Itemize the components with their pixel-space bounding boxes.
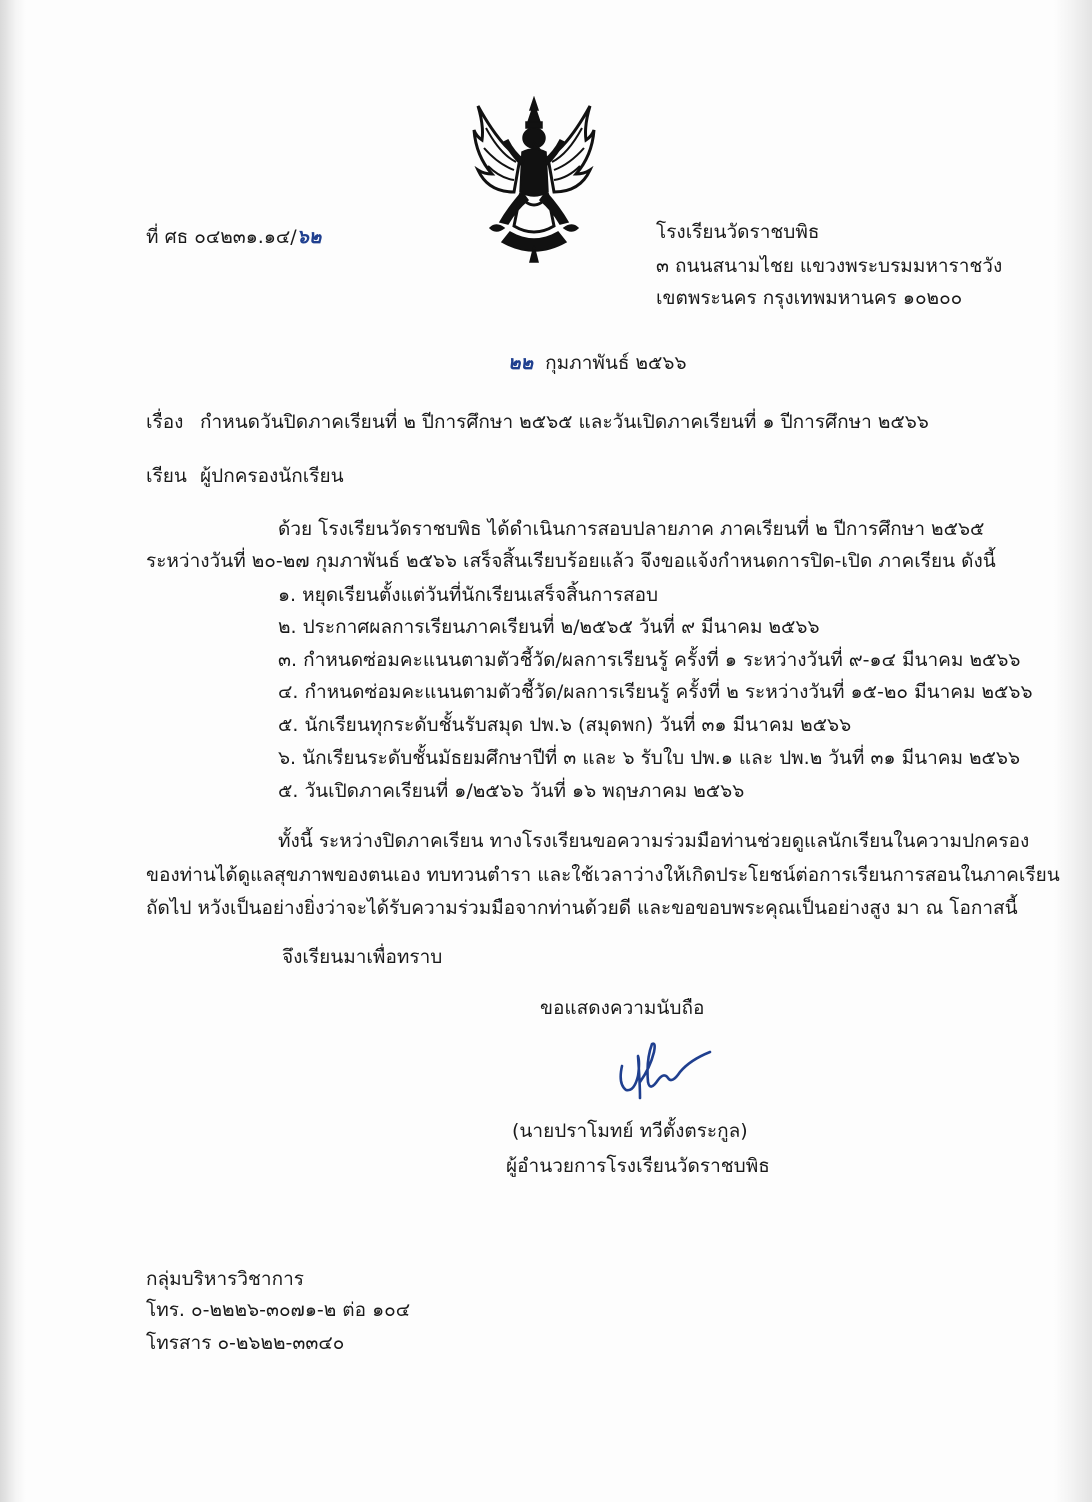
garuda-emblem-icon bbox=[470, 96, 598, 264]
intro-line-1: ด้วย โรงเรียนวัดราชบพิธ ได้ดำเนินการสอบปลายภาค ภาคเรียนที่ ๒ ปีการศึกษา ๒๕๖๕ bbox=[278, 518, 985, 540]
letter-date bbox=[508, 350, 687, 376]
regards: ขอแสดงความนับถือ bbox=[540, 997, 705, 1019]
address-line-2: เขตพระนคร กรุงเทพมหานคร ๑๐๒๐๐ bbox=[656, 287, 963, 309]
signatory-name: (นายปราโมทย์ ทวีตั้งตระกูล) bbox=[512, 1120, 748, 1142]
list-item: ๖. นักเรียนระดับชั้นมัธยมศึกษาปีที่ ๓ และ ๖ รับใบ ปพ.๑ และ ปพ.๒ วันที่ ๓๑ มีนาคม ๒๕๖๖ bbox=[278, 747, 1021, 769]
address-line-1: ๓ ถนนสนามไชย แขวงพระบรมมหาราชวัง bbox=[656, 255, 1003, 277]
footer-phone: โทร. ๐-๒๒๒๖-๓๐๗๑-๒ ต่อ ๑๐๔ bbox=[146, 1299, 411, 1321]
list-item: ๕. วันเปิดภาคเรียนที่ ๑/๒๕๖๖ วันที่ ๑๖ พฤษภาคม ๒๕๖๖ bbox=[278, 780, 745, 802]
closing-line-1: ทั้งนี้ ระหว่างปิดภาคเรียน ทางโรงเรียนขอความร่วมมือท่านช่วยดูแลนักเรียนในความปกครอง bbox=[278, 830, 1030, 852]
date-day-handwritten: ๒๒ bbox=[508, 352, 534, 374]
footer-fax: โทรสาร ๐-๒๖๒๒-๓๓๔๐ bbox=[146, 1332, 345, 1354]
page-shadow-left bbox=[0, 0, 26, 1502]
page-shadow-right bbox=[1054, 0, 1092, 1502]
footer-department: กลุ่มบริหารวิชาการ bbox=[146, 1268, 304, 1290]
list-item: ๕. นักเรียนทุกระดับชั้นรับสมุด ปพ.๖ (สมุดพก) วันที่ ๓๑ มีนาคม ๒๕๖๖ bbox=[278, 714, 852, 736]
recipient-label: เรียน bbox=[146, 465, 187, 487]
school-name: โรงเรียนวัดราชบพิธ bbox=[656, 221, 820, 243]
intro-line-2: ระหว่างวันที่ ๒๐-๒๗ กุมภาพันธ์ ๒๕๖๖ เสร็จสิ้นเรียบร้อยแล้ว จึงขอแจ้งกำหนดการปิด-เปิด ภาคเรียน ดังนี้ bbox=[146, 550, 996, 572]
list-item: ๒. ประกาศผลการเรียนภาคเรียนที่ ๒/๒๕๖๕ วันที่ ๙ มีนาคม ๒๕๖๖ bbox=[278, 616, 820, 638]
subject-label: เรื่อง bbox=[146, 411, 184, 433]
closing-line-3: ถัดไป หวังเป็นอย่างยิ่งว่าจะได้รับความร่วมมือจากท่านด้วยดี และขอขอบพระคุณเป็นอย่างสูง มา ณ โอกาสนี้ bbox=[146, 897, 1018, 919]
list-item: ๑. หยุดเรียนตั้งแต่วันที่นักเรียนเสร็จสิ้นการสอบ bbox=[278, 584, 659, 606]
list-item: ๔. กำหนดซ่อมคะแนนตามตัวชี้วัด/ผลการเรียนรู้ ครั้งที่ ๒ ระหว่างวันที่ ๑๕-๒๐ มีนาคม ๒๕๖๖ bbox=[278, 681, 1033, 703]
reference-prefix: ที่ ศธ ๐๔๒๓๑.๑๔/ bbox=[146, 226, 297, 248]
sign-off: จึงเรียนมาเพื่อทราบ bbox=[282, 946, 443, 968]
reference-number bbox=[146, 224, 321, 250]
handwritten-signature-icon bbox=[610, 1032, 720, 1112]
reference-handwritten-number: ๖๒ bbox=[296, 226, 322, 248]
list-item: ๓. กำหนดซ่อมคะแนนตามตัวชี้วัด/ผลการเรียนรู้ ครั้งที่ ๑ ระหว่างวันที่ ๙-๑๔ มีนาคม ๒๕๖๖ bbox=[278, 649, 1021, 671]
signatory-title: ผู้อำนวยการโรงเรียนวัดราชบพิธ bbox=[506, 1155, 770, 1177]
date-month-year: กุมภาพันธ์ ๒๕๖๖ bbox=[545, 352, 687, 374]
subject-text: กำหนดวันปิดภาคเรียนที่ ๒ ปีการศึกษา ๒๕๖๕ และวันเปิดภาคเรียนที่ ๑ ปีการศึกษา ๒๕๖๖ bbox=[200, 411, 929, 433]
closing-line-2: ของท่านได้ดูแลสุขภาพของตนเอง ทบทวนตำรา และใช้เวลาว่างให้เกิดประโยชน์ต่อการเรียนการสอนในภาคเรียน bbox=[146, 864, 1060, 886]
recipient-text: ผู้ปกครองนักเรียน bbox=[200, 465, 344, 487]
